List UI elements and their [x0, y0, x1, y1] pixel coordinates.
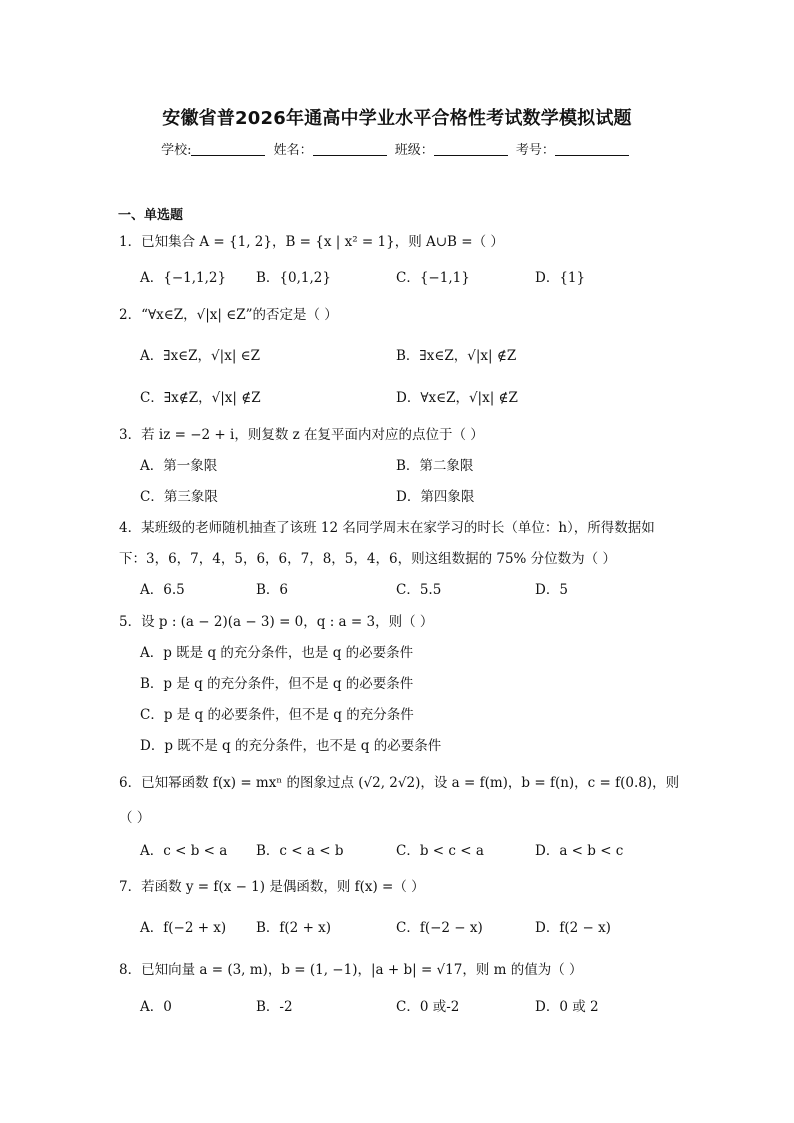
q1-stem: 1．已知集合 A = {1, 2}，B = {x | x² = 1}，则 A∪B =（ ） — [119, 234, 504, 250]
q5-option-d: D．p 既不是 q 的充分条件，也不是 q 的必要条件 — [140, 738, 442, 754]
q3-option-b: B．第二象限 — [396, 458, 474, 474]
q6-stem-cont: （ ） — [119, 810, 151, 826]
q1-option-a: A．{−1,1,2} — [140, 270, 227, 286]
class-label: 班级： — [394, 143, 434, 158]
class-blank[interactable] — [434, 143, 508, 156]
q3-option-a: A．第一象限 — [140, 458, 218, 474]
q7-option-c: C．f(−2 − x) — [396, 920, 483, 936]
number-blank[interactable] — [555, 143, 629, 156]
q8-option-d: D．0 或 2 — [535, 999, 599, 1015]
q2-option-b: B．∃x∈Z，√|x| ∉Z — [396, 348, 517, 364]
q2-stem: 2．“∀x∈Z，√|x| ∈Z”的否定是（ ） — [119, 307, 338, 323]
q3-stem: 3．若 iz = −2 + i，则复数 z 在复平面内对应的点位于（ ） — [119, 427, 484, 443]
q1-option-c: C．{−1,1} — [396, 270, 470, 286]
q7-option-b: B．f(2 + x) — [256, 920, 332, 936]
number-label: 考号： — [515, 143, 555, 158]
q6-option-b: B．c < a < b — [256, 843, 344, 859]
q2-option-a: A．∃x∈Z，√|x| ∈Z — [140, 348, 261, 364]
q1-option-b: B．{0,1,2} — [256, 270, 331, 286]
q3-option-c: C．第三象限 — [140, 489, 218, 505]
q4-option-a: A．6.5 — [140, 582, 185, 598]
q3-option-d: D．第四象限 — [396, 489, 475, 505]
q6-option-c: C．b < c < a — [396, 843, 484, 859]
q5-option-c: C．p 是 q 的必要条件，但不是 q 的充分条件 — [140, 707, 414, 723]
q5-option-a: A．p 既是 q 的充分条件，也是 q 的必要条件 — [140, 645, 414, 661]
q4-option-d: D．5 — [535, 582, 568, 598]
school-blank[interactable] — [191, 143, 265, 156]
q4-option-b: B．6 — [256, 582, 289, 598]
q8-option-a: A．0 — [140, 999, 172, 1015]
q4-stem: 4．某班级的老师随机抽查了该班 12 名同学周末在家学习的时长（单位：h），所得数据如 — [119, 520, 655, 536]
q1-option-d: D．{1} — [535, 270, 586, 286]
q5-option-b: B．p 是 q 的充分条件，但不是 q 的必要条件 — [140, 676, 414, 692]
q4-stem-cont: 下：3，6，7，4，5，6，6，7，8，5，4，6，则这组数据的 75% 分位数为（ ） — [119, 551, 616, 567]
q7-option-d: D．f(2 − x) — [535, 920, 611, 936]
q2-option-d: D．∀x∈Z，√|x| ∉Z — [396, 390, 518, 406]
q6-option-a: A．c < b < a — [140, 843, 228, 859]
name-label: 姓名： — [273, 143, 313, 158]
q5-stem: 5．设 p : (a − 2)(a − 3) = 0，q : a = 3，则（ ） — [119, 614, 434, 630]
q8-option-b: B．-2 — [256, 999, 293, 1015]
q2-option-c: C．∃x∉Z，√|x| ∉Z — [140, 390, 261, 406]
q7-option-a: A．f(−2 + x) — [140, 920, 227, 936]
q8-stem: 8．已知向量 a = (3, m)，b = (1, −1)，|a + b| = √17，则 m 的值为（ ） — [119, 962, 583, 978]
q6-stem: 6．已知幂函数 f(x) = mxⁿ 的图象过点 (√2, 2√2)，设 a = f(m)，b = f(n)，c = f(0.8)，则 — [119, 775, 680, 791]
q4-option-c: C．5.5 — [396, 582, 442, 598]
q6-option-d: D．a < b < c — [535, 843, 624, 859]
section-heading: 一、单选题 — [118, 208, 184, 223]
q7-stem: 7．若函数 y = f(x − 1) 是偶函数，则 f(x) =（ ） — [119, 879, 425, 895]
school-label: 学校: — [161, 143, 192, 158]
student-info-line — [0, 139, 794, 158]
q8-option-c: C．0 或-2 — [396, 999, 460, 1015]
exam-title: 安徽省普2026年通高中学业水平合格性考试数学模拟试题 — [162, 108, 632, 129]
name-blank[interactable] — [313, 143, 387, 156]
